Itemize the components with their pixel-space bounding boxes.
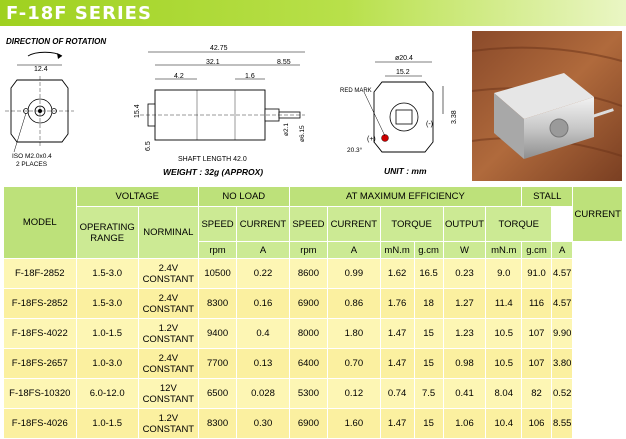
model-cell: F-18FS-4026 xyxy=(4,409,77,439)
rotation-arrow-icon xyxy=(28,52,62,56)
header-stall-torque: TORQUE xyxy=(486,207,552,242)
stall-torque-gcm-cell: 106 xyxy=(522,409,552,439)
arrow-head-icon xyxy=(57,53,62,59)
stall-torque-mnm-cell: 10.5 xyxy=(486,349,522,379)
unit-cell: g.cm xyxy=(522,242,552,259)
dim-15-2: 15.2 xyxy=(396,69,410,76)
header-torque: TORQUE xyxy=(380,207,443,242)
header-nl-speed: SPEED xyxy=(198,207,236,242)
nominal-type: CONSTANT xyxy=(142,423,195,435)
operating-range-cell: 1.0-1.5 xyxy=(76,319,138,349)
model-cell: F-18FS-10320 xyxy=(4,379,77,409)
stall-torque-gcm-cell: 107 xyxy=(522,319,552,349)
dim-8-55: 8.55 xyxy=(277,59,291,66)
header-operating-range: OPERATING RANGE xyxy=(76,207,138,259)
direction-label: DIRECTION OF ROTATION xyxy=(6,37,107,46)
table-body xyxy=(4,259,623,439)
nominal-type: CONSTANT xyxy=(142,273,195,285)
nominal-type: CONSTANT xyxy=(142,363,195,375)
output-cell: 0.98 xyxy=(443,349,486,379)
header-me-current: CURRENT xyxy=(328,207,380,242)
nominal-cell xyxy=(138,319,198,349)
technical-drawing xyxy=(0,26,470,184)
table-row xyxy=(4,409,623,439)
nl-speed-cell: 8300 xyxy=(198,409,236,439)
unit-cell: mN.m xyxy=(486,242,522,259)
nominal-type: CONSTANT xyxy=(142,393,195,405)
header-me-speed: SPEED xyxy=(289,207,327,242)
table-row xyxy=(4,259,623,289)
stall-current-cell: 9.90 xyxy=(551,319,573,349)
nominal-voltage: 2.4V xyxy=(158,262,179,274)
nominal-voltage: 1.2V xyxy=(158,412,179,424)
me-current-cell: 0.86 xyxy=(328,289,380,319)
nl-speed-cell: 9400 xyxy=(198,319,236,349)
header-max-efficiency: AT MAXIMUM EFFICIENCY xyxy=(289,187,521,207)
header-model: MODEL xyxy=(4,187,77,259)
nominal-voltage: 12V xyxy=(159,382,177,394)
torque-mnm-cell: 1.47 xyxy=(380,409,414,439)
rear-view xyxy=(340,55,458,176)
unit-cell: A xyxy=(237,242,289,259)
nl-current-cell: 0.16 xyxy=(237,289,289,319)
minus-terminal: (-) xyxy=(426,121,433,128)
unit-label: UNIT : mm xyxy=(384,166,427,176)
stall-torque-mnm-cell: 9.0 xyxy=(486,259,522,289)
table-row xyxy=(4,379,623,409)
motor-photo-svg xyxy=(472,31,622,181)
nl-current-cell: 0.30 xyxy=(237,409,289,439)
torque-gcm-cell: 15 xyxy=(414,409,443,439)
stall-current-cell: 0.52 xyxy=(551,379,573,409)
weight-label: WEIGHT : 32g (APPROX) xyxy=(163,167,264,177)
operating-range-cell: 1.0-1.5 xyxy=(76,409,138,439)
dim-12-4: 12.4 xyxy=(34,66,48,73)
stall-torque-mnm-cell: 10.5 xyxy=(486,319,522,349)
iso-line2: 2 PLACES xyxy=(16,161,48,168)
nominal-voltage: 2.4V xyxy=(158,292,179,304)
nominal-voltage: 1.2V xyxy=(158,322,179,334)
unit-cell: rpm xyxy=(198,242,236,259)
model-cell: F-18FS-2852 xyxy=(4,289,77,319)
me-speed-cell: 6900 xyxy=(289,409,327,439)
nominal-cell xyxy=(138,409,198,439)
plus-terminal: (+) xyxy=(367,136,376,143)
unit-cell: A xyxy=(328,242,380,259)
header-no-load: NO LOAD xyxy=(198,187,289,207)
operating-range-cell: 1.0-3.0 xyxy=(76,349,138,379)
iso-line1: ISO M2.0x0.4 xyxy=(12,153,52,160)
angle-label: 20.3° xyxy=(347,147,363,154)
header-stall: STALL xyxy=(522,187,573,207)
specs-table xyxy=(3,186,623,439)
dim-3-38: 3.38 xyxy=(451,110,458,124)
stall-current-cell: 4.57 xyxy=(551,259,573,289)
unit-cell: A xyxy=(551,242,573,259)
operating-range-cell: 6.0-12.0 xyxy=(76,379,138,409)
nl-speed-cell: 6500 xyxy=(198,379,236,409)
dim-4-2: 4.2 xyxy=(174,73,184,80)
me-speed-cell: 8600 xyxy=(289,259,327,289)
nl-current-cell: 0.13 xyxy=(237,349,289,379)
nl-current-cell: 0.22 xyxy=(237,259,289,289)
me-current-cell: 1.80 xyxy=(328,319,380,349)
stall-torque-gcm-cell: 107 xyxy=(522,349,552,379)
dim-32-1: 32.1 xyxy=(206,59,220,66)
header-nominal: NORMINAL xyxy=(138,207,198,259)
stall-torque-gcm-cell: 91.0 xyxy=(522,259,552,289)
torque-mnm-cell: 1.47 xyxy=(380,319,414,349)
nominal-cell xyxy=(138,379,198,409)
model-cell: F-18F-2852 xyxy=(4,259,77,289)
shaft-length: SHAFT LENGTH 42.0 xyxy=(178,156,247,163)
nl-speed-cell: 7700 xyxy=(198,349,236,379)
nominal-type: CONSTANT xyxy=(142,333,195,345)
header-current: CURRENT xyxy=(573,187,623,242)
nl-current-cell: 0.4 xyxy=(237,319,289,349)
nl-speed-cell: 10500 xyxy=(198,259,236,289)
header-nl-current: CURRENT xyxy=(237,207,289,242)
torque-gcm-cell: 16.5 xyxy=(414,259,443,289)
me-current-cell: 0.12 xyxy=(328,379,380,409)
table-row xyxy=(4,349,623,379)
model-cell: F-18FS-2657 xyxy=(4,349,77,379)
stall-torque-mnm-cell: 10.4 xyxy=(486,409,522,439)
torque-mnm-cell: 0.74 xyxy=(380,379,414,409)
dim-phi20-4: ø20.4 xyxy=(395,55,413,62)
output-cell: 1.06 xyxy=(443,409,486,439)
unit-cell: rpm xyxy=(289,242,327,259)
output-cell: 1.23 xyxy=(443,319,486,349)
torque-gcm-cell: 18 xyxy=(414,289,443,319)
me-speed-cell: 8000 xyxy=(289,319,327,349)
nominal-type: CONSTANT xyxy=(142,303,195,315)
me-current-cell: 0.99 xyxy=(328,259,380,289)
me-current-cell: 0.70 xyxy=(328,349,380,379)
operating-range-cell: 1.5-3.0 xyxy=(76,259,138,289)
torque-gcm-cell: 15 xyxy=(414,349,443,379)
nominal-voltage: 2.4V xyxy=(158,352,179,364)
stall-torque-gcm-cell: 82 xyxy=(522,379,552,409)
stall-current-cell: 8.55 xyxy=(551,409,573,439)
series-title: F-18F SERIES xyxy=(6,3,152,24)
torque-mnm-cell: 1.76 xyxy=(380,289,414,319)
torque-mnm-cell: 1.62 xyxy=(380,259,414,289)
side-view xyxy=(134,45,306,177)
me-current-cell: 1.60 xyxy=(328,409,380,439)
stall-current-cell: 4.57 xyxy=(551,289,573,319)
dim-1-6: 1.6 xyxy=(245,73,255,80)
unit-cell: W xyxy=(443,242,486,259)
stall-torque-mnm-cell: 8.04 xyxy=(486,379,522,409)
nominal-cell xyxy=(138,259,198,289)
output-cell: 1.27 xyxy=(443,289,486,319)
stall-torque-gcm-cell: 116 xyxy=(522,289,552,319)
motor-photo xyxy=(472,31,622,181)
output-cell: 0.41 xyxy=(443,379,486,409)
torque-gcm-cell: 15 xyxy=(414,319,443,349)
header-output: OUTPUT xyxy=(443,207,486,242)
me-speed-cell: 5300 xyxy=(289,379,327,409)
stall-current-cell: 3.80 xyxy=(551,349,573,379)
torque-mnm-cell: 1.47 xyxy=(380,349,414,379)
operating-range-cell: 1.5-3.0 xyxy=(76,289,138,319)
unit-cell: g.cm xyxy=(414,242,443,259)
dim-6-5: 6.5 xyxy=(145,141,152,151)
nl-current-cell: 0.028 xyxy=(237,379,289,409)
me-speed-cell: 6400 xyxy=(289,349,327,379)
stall-torque-mnm-cell: 11.4 xyxy=(486,289,522,319)
dim-42-75: 42.75 xyxy=(210,45,228,52)
model-cell: F-18FS-4022 xyxy=(4,319,77,349)
drawing-svg xyxy=(0,26,470,184)
red-mark-label: RED MARK xyxy=(340,88,372,94)
table-row xyxy=(4,319,623,349)
nl-speed-cell: 8300 xyxy=(198,289,236,319)
table-row xyxy=(4,289,623,319)
me-speed-cell: 6900 xyxy=(289,289,327,319)
dim-15-4: 15.4 xyxy=(134,104,141,118)
unit-cell: mN.m xyxy=(380,242,414,259)
dim-phi2-1: ø2.1 xyxy=(283,122,290,136)
front-view xyxy=(5,65,74,168)
series-banner xyxy=(0,0,626,26)
torque-gcm-cell: 7.5 xyxy=(414,379,443,409)
dim-phi6-15: ø6.15 xyxy=(299,125,306,142)
nominal-cell xyxy=(138,289,198,319)
nominal-cell xyxy=(138,349,198,379)
header-voltage: VOLTAGE xyxy=(76,187,198,207)
output-cell: 0.23 xyxy=(443,259,486,289)
